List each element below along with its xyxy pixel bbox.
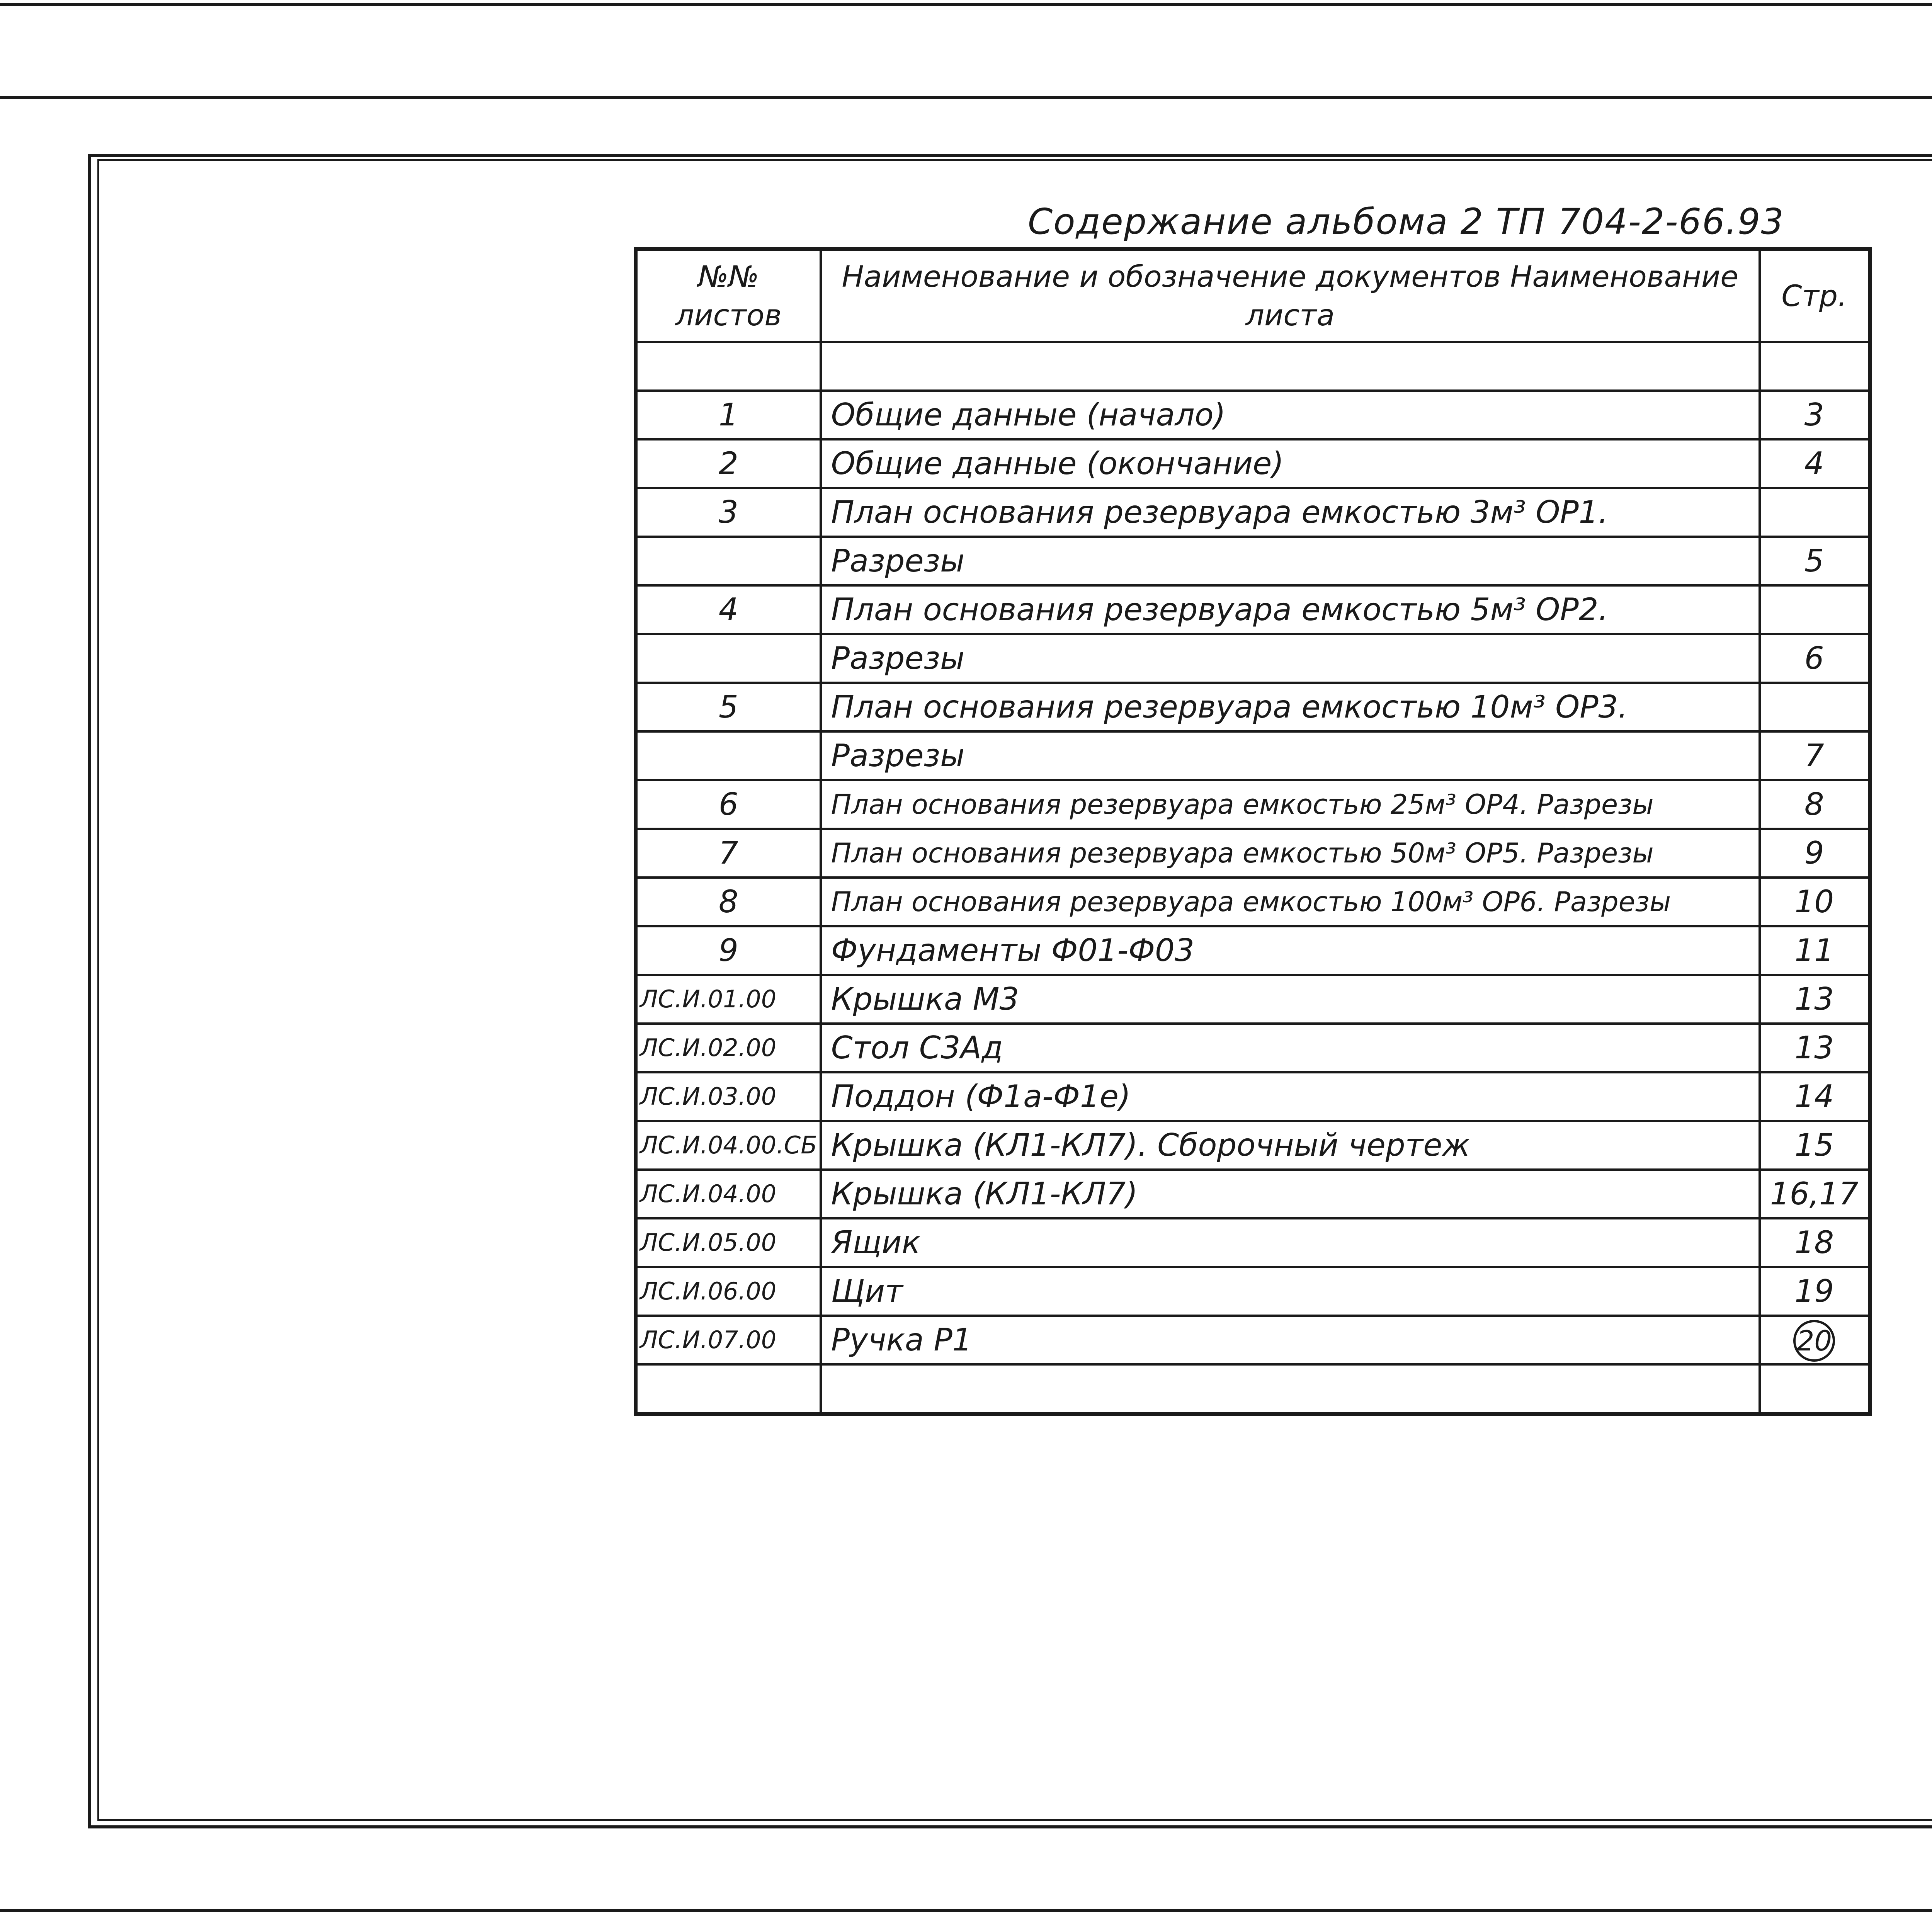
row-document-name: Крышка (КЛ1-КЛ7). Сборочный чертеж <box>821 1121 1760 1170</box>
table-row <box>636 975 1870 1024</box>
row-sheet-number: 6 <box>636 780 821 829</box>
table-row <box>636 1267 1870 1316</box>
row-sheet-number: 7 <box>636 829 821 878</box>
row-page-number: 5 <box>1760 537 1870 585</box>
row-document-name: Крышка (КЛ1-КЛ7) <box>821 1170 1760 1218</box>
table-row <box>636 1364 1870 1414</box>
row-page-number <box>1760 488 1870 537</box>
row-sheet-number: ЛС.И.06.00 <box>636 1267 821 1316</box>
table-row <box>636 1121 1870 1170</box>
row-document-name: План основания резервуара емкостью 25м³ ОР4. Разрезы <box>821 780 1760 829</box>
row-sheet-number: ЛС.И.01.00 <box>636 975 821 1024</box>
table-row <box>636 439 1870 488</box>
row-sheet-number: 9 <box>636 926 821 975</box>
row-page-number: 10 <box>1760 878 1870 926</box>
row-document-name: Крышка М3 <box>821 975 1760 1024</box>
table-row <box>636 1316 1870 1364</box>
row-document-name: Фундаменты Ф01-Ф03 <box>821 926 1760 975</box>
row-document-name: Разрезы <box>821 634 1760 683</box>
table-row <box>636 342 1870 391</box>
row-page-number: 4 <box>1760 439 1870 488</box>
row-document-name: Разрезы <box>821 731 1760 780</box>
row-sheet-number: ЛС.И.02.00 <box>636 1024 821 1072</box>
row-document-name: Поддон (Ф1а-Ф1е) <box>821 1072 1760 1121</box>
row-page-number: 6 <box>1760 634 1870 683</box>
table-row <box>636 780 1870 829</box>
table-row <box>636 391 1870 439</box>
header-page: Стр. <box>1760 249 1870 342</box>
row-sheet-number <box>636 537 821 585</box>
row-sheet-number <box>636 634 821 683</box>
row-sheet-number <box>636 731 821 780</box>
row-document-name: Общие данные (начало) <box>821 391 1760 439</box>
table-row <box>636 585 1870 634</box>
row-sheet-number: 8 <box>636 878 821 926</box>
table-header-row <box>636 249 1870 342</box>
table-row <box>636 683 1870 731</box>
row-page-number <box>1760 683 1870 731</box>
table-row <box>636 1072 1870 1121</box>
row-document-name: Щит <box>821 1267 1760 1316</box>
row-page-number: 11 <box>1760 926 1870 975</box>
table-row <box>636 731 1870 780</box>
row-sheet-number: ЛС.И.04.00 <box>636 1170 821 1218</box>
table-row <box>636 488 1870 537</box>
row-document-name: Ручка Р1 <box>821 1316 1760 1364</box>
row-document-name: План основания резервуара емкостью 10м³ ОР3. <box>821 683 1760 731</box>
table-row <box>636 537 1870 585</box>
row-document-name: Общие данные (окончание) <box>821 439 1760 488</box>
row-page-number: 19 <box>1760 1267 1870 1316</box>
row-page-number: 14 <box>1760 1072 1870 1121</box>
row-page-number: 7 <box>1760 731 1870 780</box>
table-row <box>636 1218 1870 1267</box>
table-row <box>636 926 1870 975</box>
row-sheet-number: ЛС.И.03.00 <box>636 1072 821 1121</box>
row-document-name <box>821 1364 1760 1414</box>
row-page-number: 9 <box>1760 829 1870 878</box>
row-document-name: Ящик <box>821 1218 1760 1267</box>
row-page-number: 13 <box>1760 1024 1870 1072</box>
row-sheet-number: 3 <box>636 488 821 537</box>
header-sheet-no: №№ листов <box>636 249 821 342</box>
row-page-number: 15 <box>1760 1121 1870 1170</box>
row-sheet-number: ЛС.И.05.00 <box>636 1218 821 1267</box>
row-sheet-number: ЛС.И.07.00 <box>636 1316 821 1364</box>
row-sheet-number <box>636 342 821 391</box>
row-sheet-number: 1 <box>636 391 821 439</box>
row-page-number <box>1760 1364 1870 1414</box>
top-border-line <box>0 3 1932 6</box>
row-sheet-number: 4 <box>636 585 821 634</box>
row-document-name: План основания резервуара емкостью 3м³ ОР1. <box>821 488 1760 537</box>
table-row <box>636 878 1870 926</box>
header-name: Наименование и обозначение документов Наименование листа <box>821 249 1760 342</box>
row-page-number: 16,17 <box>1760 1170 1870 1218</box>
table-row <box>636 1024 1870 1072</box>
row-document-name <box>821 342 1760 391</box>
circled-page-number: 20 <box>1793 1320 1835 1362</box>
row-document-name: Стол С3Ад <box>821 1024 1760 1072</box>
row-page-number: 13 <box>1760 975 1870 1024</box>
row-page-number: 8 <box>1760 780 1870 829</box>
row-document-name: План основания резервуара емкостью 50м³ ОР5. Разрезы <box>821 829 1760 878</box>
table-row <box>636 1170 1870 1218</box>
row-sheet-number <box>636 1364 821 1414</box>
upper-trim-line <box>0 96 1932 99</box>
row-sheet-number: ЛС.И.04.00.СБ <box>636 1121 821 1170</box>
table-row <box>636 829 1870 878</box>
table-row <box>636 634 1870 683</box>
table-body <box>636 342 1870 1414</box>
row-sheet-number: 5 <box>636 683 821 731</box>
row-page-number: 18 <box>1760 1218 1870 1267</box>
row-sheet-number: 2 <box>636 439 821 488</box>
row-document-name: План основания резервуара емкостью 100м³ ОР6. Разрезы <box>821 878 1760 926</box>
lower-trim-line <box>0 1909 1932 1912</box>
row-document-name: Разрезы <box>821 537 1760 585</box>
document-title: Содержание альбома 2 ТП 704-2-66.93 <box>1028 201 1784 242</box>
row-page-number <box>1760 585 1870 634</box>
row-page-number <box>1760 1316 1870 1364</box>
row-document-name: План основания резервуара емкостью 5м³ ОР2. <box>821 585 1760 634</box>
contents-table <box>634 247 1872 1416</box>
row-page-number <box>1760 342 1870 391</box>
row-page-number: 3 <box>1760 391 1870 439</box>
